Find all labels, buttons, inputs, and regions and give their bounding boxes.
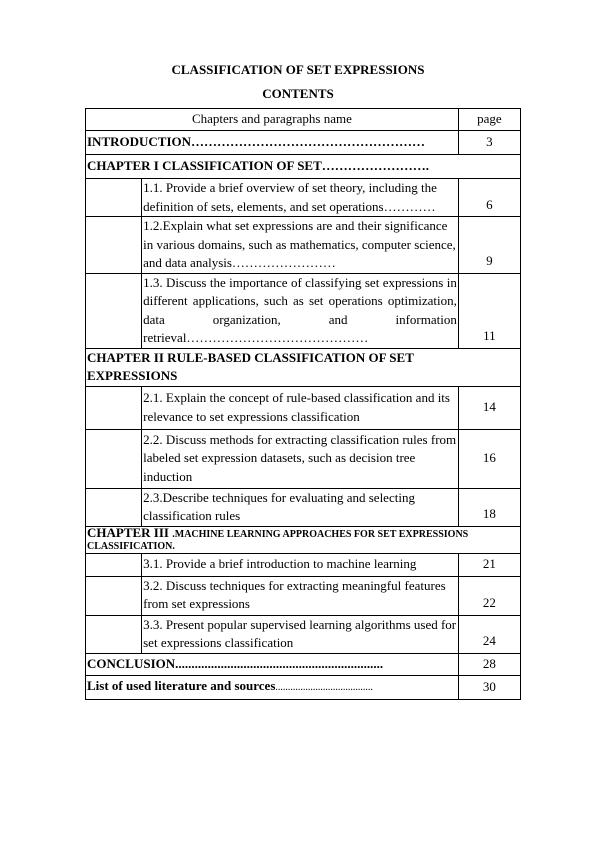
- indent-cell: [86, 553, 142, 576]
- toc-item-2-3: [86, 488, 521, 526]
- literature-dots: .......................................: [275, 681, 373, 693]
- item-text: 2.3.Describe techniques for evaluating and selecting classification rules: [142, 488, 459, 526]
- introduction-label: INTRODUCTION………………………………………………: [86, 131, 459, 155]
- indent-cell: [86, 273, 142, 348]
- indent-cell: [86, 615, 142, 653]
- literature-label-text: List of used literature and sources: [87, 677, 276, 693]
- toc-item-3-1: [86, 553, 521, 576]
- chapter3-label: [86, 526, 521, 553]
- toc-item-1-3: [86, 273, 521, 348]
- literature-row: [86, 675, 521, 699]
- item-text: 2.2. Discuss methods for extracting classification rules from labeled set expression datasets, such as decision tree induction: [142, 429, 459, 488]
- introduction-page: 3: [458, 131, 520, 155]
- literature-label: [86, 675, 459, 699]
- indent-cell: [86, 576, 142, 615]
- indent-cell: [86, 386, 142, 429]
- contents-table: [85, 108, 521, 700]
- toc-item-1-2: [86, 217, 521, 274]
- chapter3-label-rest: .MACHINE LEARNING APPROACHES FOR SET EXPRESSIONS CLASSIFICATION.: [87, 528, 469, 552]
- item-page: 16: [458, 429, 520, 488]
- item-text: 3.3. Present popular supervised learning algorithms used for set expressions classification: [142, 615, 459, 653]
- literature-page: 30: [458, 675, 520, 699]
- conclusion-label: [86, 653, 459, 675]
- chapter1-label: CHAPTER I CLASSIFICATION OF SET…………………….: [86, 155, 521, 179]
- conclusion-page: 28: [458, 653, 520, 675]
- contents-heading: CONTENTS: [262, 86, 334, 101]
- item-text: 1.1. Provide a brief overview of set theory, including the definition of sets, elements, and set operations…………: [142, 179, 459, 217]
- chapter3-label-prefix: CHAPTER III: [87, 524, 173, 540]
- indent-cell: [86, 217, 142, 274]
- item-page: 21: [458, 553, 520, 576]
- conclusion-dots: ................................................................: [175, 655, 384, 671]
- item-text: 3.1. Provide a brief introduction to machine learning: [142, 553, 459, 576]
- toc-item-2-1: [86, 386, 521, 429]
- item-page: 18: [458, 488, 520, 526]
- item-page: 9: [458, 217, 520, 274]
- item-text: 1.3. Discuss the importance of classifying set expressions in different applications, such as set operations optimization, data organization, and information retrieval……………………………………: [142, 273, 459, 348]
- item-page: 11: [458, 273, 520, 348]
- table-header-row: [86, 109, 521, 131]
- chapter1-row: [86, 155, 521, 179]
- conclusion-row: [86, 653, 521, 675]
- toc-item-3-3: [86, 615, 521, 653]
- toc-item-3-2: [86, 576, 521, 615]
- indent-cell: [86, 179, 142, 217]
- item-page: 14: [458, 386, 520, 429]
- introduction-row: [86, 131, 521, 155]
- item-page: 22: [458, 576, 520, 615]
- header-chapters: Chapters and paragraphs name: [86, 109, 459, 131]
- toc-item-2-2: [86, 429, 521, 488]
- item-text: 3.2. Discuss techniques for extracting meaningful features from set expressions: [142, 576, 459, 615]
- document-title: CLASSIFICATION OF SET EXPRESSIONS: [171, 62, 425, 77]
- indent-cell: [86, 488, 142, 526]
- item-text: 2.1. Explain the concept of rule-based classification and its relevance to set expressions classification: [142, 386, 459, 429]
- chapter2-label-text: CHAPTER II RULE-BASED CLASSIFICATION OF SET EXPRESSIONS: [87, 349, 414, 383]
- item-text: 1.2.Explain what set expressions are and their significance in various domains, such as mathematics, computer science, and data analysis……………………: [142, 217, 459, 274]
- item-page: 6: [458, 179, 520, 217]
- chapter2-row: [86, 348, 521, 386]
- chapter2-label: [86, 348, 521, 386]
- item-page: 24: [458, 615, 520, 653]
- header-page: page: [458, 109, 520, 131]
- indent-cell: [86, 429, 142, 488]
- chapter3-row: [86, 526, 521, 553]
- toc-item-1-1: [86, 179, 521, 217]
- conclusion-label-text: CONCLUSION: [87, 655, 176, 671]
